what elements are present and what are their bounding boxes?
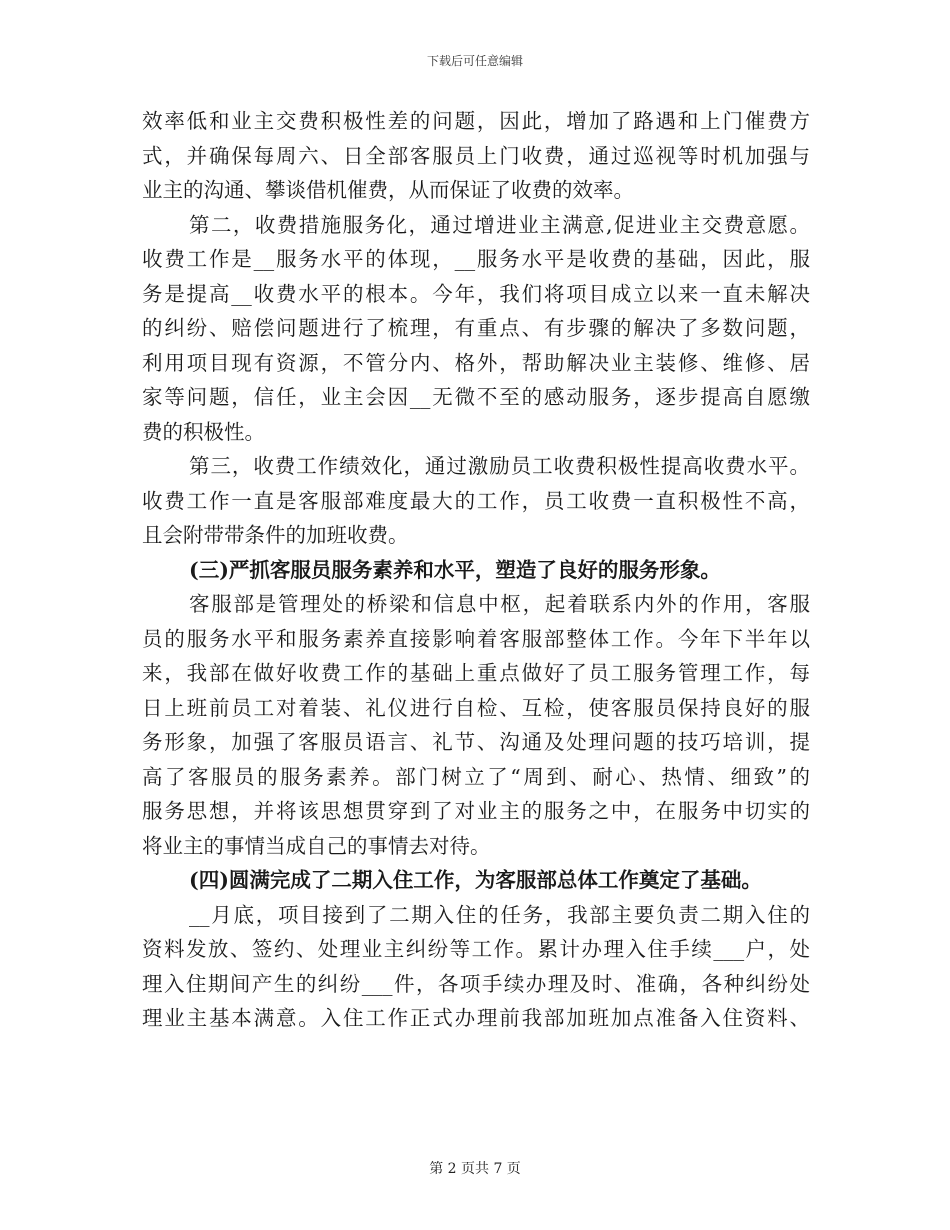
text-line: 业主的沟通、攀谈借机催费，从而保证了收费的效率。 — [142, 178, 634, 202]
text-line: 利用项目现有资源，不管分内、格外，帮助解决业主装修、维修、居 — [142, 350, 810, 375]
text-line: 且会附带带条件的加班收费。 — [142, 523, 409, 547]
text-line: 理业主基本满意。入住工作正式办理前我部加班加点准备入住资料、 — [142, 1006, 810, 1030]
page-header: 下载后可任意编辑 — [426, 54, 523, 68]
text-line: 费的积极性。 — [142, 419, 265, 444]
text-line: __月底，项目接到了二期入住的任务，我部主要负责二期入住的 — [189, 902, 810, 927]
text-line: 服务思想，并将该思想贯穿到了对业主的服务之中，在服务中切实的 — [142, 799, 810, 823]
text-line: 将业主的事情当成自己的事情去对待。 — [142, 833, 491, 858]
text-line: 资料发放、签约、处理业主纠纷等工作。累计办理入住手续___户，处 — [142, 937, 810, 961]
text-line: 的纠纷、赔偿问题进行了梳理，有重点、有步骤的解决了多数问题， — [142, 316, 810, 340]
text-line: 日上班前员工对着装、礼仪进行自检、互检，使客服员保持良好的服 — [142, 695, 810, 720]
text-line: 第三，收费工作绩效化，通过激励员工收费积极性提高收费水平。 — [189, 454, 810, 478]
text-line: 来，我部在做好收费工作的基础上重点做好了员工服务管理工作，每 — [142, 661, 810, 685]
text-line: 式，并确保每周六、日全部客服员上门收费，通过巡视等时机加强与 — [142, 143, 810, 168]
page-footer: 第 2 页共 7 页 — [429, 1161, 521, 1177]
text-line: 客服部是管理处的桥梁和信息中枢，起着联系内外的作用，客服 — [189, 592, 810, 616]
text-line: 理入住期间产生的纠纷___件，各项手续办理及时、准确，各种纠纷处 — [142, 971, 810, 996]
text-line: 高了客服员的服务素养。部门树立了“周到、耐心、热情、细致”的 — [142, 764, 810, 789]
text-line: 员的服务水平和服务素养直接影响着客服部整体工作。今年下半年以 — [142, 626, 810, 651]
text-line: 效率低和业主交费积极性差的问题，因此，增加了路遇和上门催费方 — [142, 109, 810, 133]
text-line: 收费工作是__服务水平的体现，__服务水平是收费的基础，因此，服 — [142, 247, 810, 271]
text-line: 务是提高__收费水平的根本。今年，我们将项目成立以来一直未解决 — [142, 281, 810, 306]
text-line: 收费工作一直是客服部难度最大的工作，员工收费一直积极性不高， — [142, 488, 810, 513]
section-heading: (四)圆满完成了二期入住工作，为客服部总体工作奠定了基础。 — [189, 868, 762, 892]
section-heading: (三)严抓客服员服务素养和水平，塑造了良好的服务形象。 — [189, 557, 721, 582]
text-line: 家等问题，信任，业主会因__无微不至的感动服务，逐步提高自愿缴 — [142, 385, 810, 409]
text-line: 务形象，加强了客服员语言、礼节、沟通及处理问题的技巧培训，提 — [142, 730, 810, 754]
text-line: 第二，收费措施服务化，通过增进业主满意,促进业主交费意愿。 — [189, 212, 810, 237]
document-body — [142, 104, 810, 1036]
